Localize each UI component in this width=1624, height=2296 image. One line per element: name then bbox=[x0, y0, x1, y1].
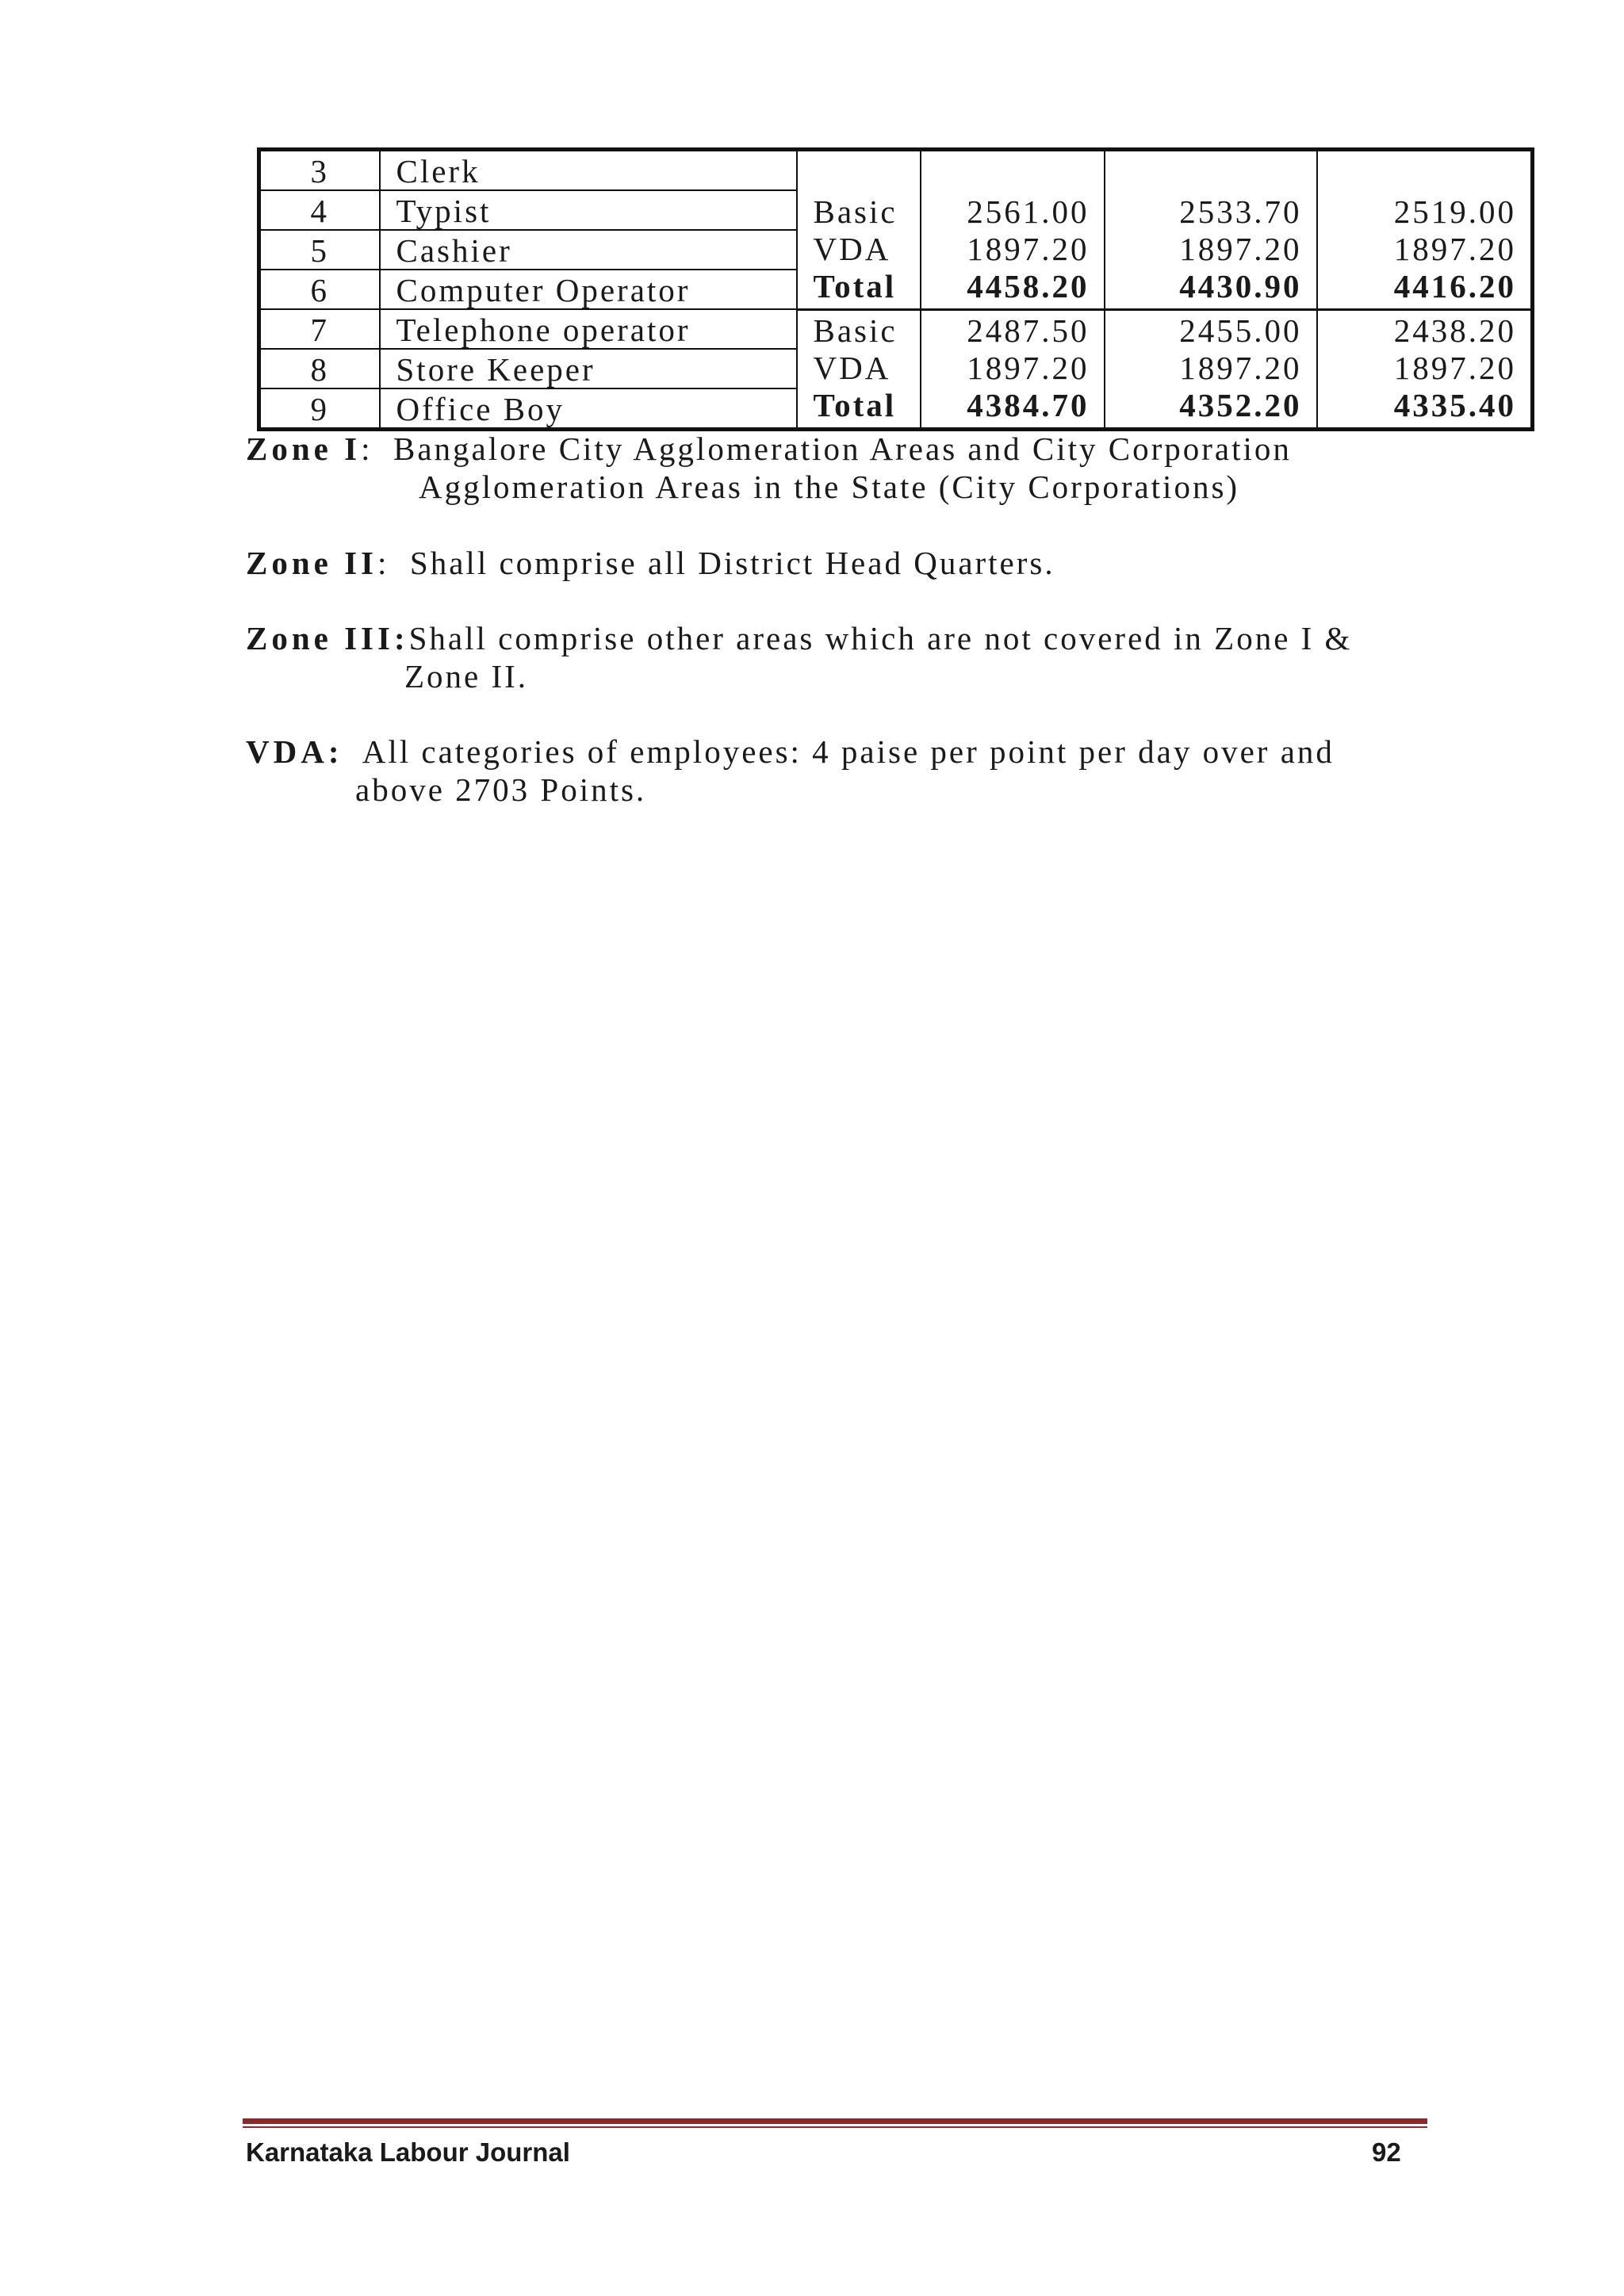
total-value: 4384.70 bbox=[967, 387, 1090, 423]
page-number: 92 bbox=[1372, 2137, 1401, 2167]
total-value: 4430.90 bbox=[1179, 267, 1302, 304]
designation: Cashier bbox=[380, 230, 797, 270]
serial-number: 5 bbox=[259, 230, 380, 270]
zone-3-wages bbox=[1317, 150, 1533, 310]
zone-1-line-2: Agglomeration Areas in the State (City Corporations) bbox=[419, 469, 1240, 505]
vda-note bbox=[246, 733, 1426, 809]
vda-value: 1897.20 bbox=[1179, 230, 1302, 267]
wage-table bbox=[257, 147, 1534, 431]
total-value: 4458.20 bbox=[967, 267, 1090, 304]
zone-2-wages bbox=[1105, 150, 1317, 310]
vda-value: 1897.20 bbox=[1179, 350, 1302, 386]
serial-number: 4 bbox=[259, 190, 380, 230]
designation: Clerk bbox=[380, 150, 797, 191]
serial-number: 3 bbox=[259, 150, 380, 191]
vda-value: 1897.20 bbox=[1393, 350, 1516, 386]
pay-component-labels bbox=[797, 309, 921, 430]
zone-1-wages bbox=[921, 150, 1105, 310]
serial-number: 9 bbox=[259, 388, 380, 430]
zone-3-term: Zone III: bbox=[246, 620, 409, 656]
total-value: 4335.40 bbox=[1393, 387, 1516, 423]
zone-1-line-1: Bangalore City Agglomeration Areas and City Corporation bbox=[393, 430, 1292, 467]
footer-rule-thin bbox=[243, 2126, 1427, 2128]
basic-label: Basic bbox=[813, 312, 898, 349]
basic-value: 2533.70 bbox=[1179, 193, 1302, 230]
designation: Computer Operator bbox=[380, 270, 797, 309]
vda-line-1: All categories of employees: 4 paise per point per day over and bbox=[362, 733, 1335, 770]
vda-value: 1897.20 bbox=[967, 350, 1090, 386]
designation: Store Keeper bbox=[380, 349, 797, 388]
designation: Typist bbox=[380, 190, 797, 230]
zone-3-line-1: Shall comprise other areas which are not covered in Zone I & bbox=[408, 620, 1353, 656]
pay-component-labels bbox=[797, 150, 921, 310]
zone-2-term: Zone II bbox=[246, 545, 378, 581]
zone-3-line-2: Zone II. bbox=[404, 658, 529, 695]
basic-value: 2519.00 bbox=[1393, 193, 1516, 230]
vda-label: VDA bbox=[813, 350, 891, 386]
footer-rule-thick bbox=[243, 2118, 1427, 2124]
total-label: Total bbox=[813, 387, 897, 423]
zone-3-note bbox=[246, 619, 1426, 695]
zone-2-note: Zone II: Shall comprise all District Head Quarters. bbox=[246, 545, 1055, 581]
footer-rule bbox=[243, 2118, 1427, 2128]
table-row bbox=[259, 309, 1533, 349]
total-value: 4416.20 bbox=[1393, 267, 1516, 304]
footer-journal-title: Karnataka Labour Journal bbox=[246, 2137, 570, 2167]
vda-value: 1897.20 bbox=[967, 230, 1090, 267]
basic-value: 2561.00 bbox=[967, 193, 1090, 230]
serial-number: 6 bbox=[259, 270, 380, 309]
total-value: 4352.20 bbox=[1179, 387, 1302, 423]
serial-number: 8 bbox=[259, 349, 380, 388]
designation: Telephone operator bbox=[380, 309, 797, 349]
zone-1-wages bbox=[921, 309, 1105, 430]
basic-value: 2487.50 bbox=[967, 312, 1090, 349]
zone-1-note: Zone I: Bangalore City Agglomeration Areas and City Corporation Agglomeration Areas in the State (City Corporations) bbox=[246, 430, 1426, 506]
vda-label: VDA bbox=[813, 230, 891, 267]
vda-value: 1897.20 bbox=[1393, 230, 1516, 267]
vda-term: VDA: bbox=[246, 733, 343, 770]
zone-2-text: Shall comprise all District Head Quarters. bbox=[409, 545, 1055, 581]
serial-number: 7 bbox=[259, 309, 380, 349]
vda-line-2: above 2703 Points. bbox=[355, 771, 647, 808]
basic-label: Basic bbox=[813, 193, 898, 230]
designation: Office Boy bbox=[380, 388, 797, 430]
zone-3-wages bbox=[1317, 309, 1533, 430]
basic-value: 2438.20 bbox=[1393, 312, 1516, 349]
table-row bbox=[259, 150, 1533, 191]
basic-value: 2455.00 bbox=[1179, 312, 1302, 349]
zone-1-term: Zone I bbox=[246, 430, 362, 467]
total-label: Total bbox=[813, 267, 897, 304]
zone-2-wages bbox=[1105, 309, 1317, 430]
